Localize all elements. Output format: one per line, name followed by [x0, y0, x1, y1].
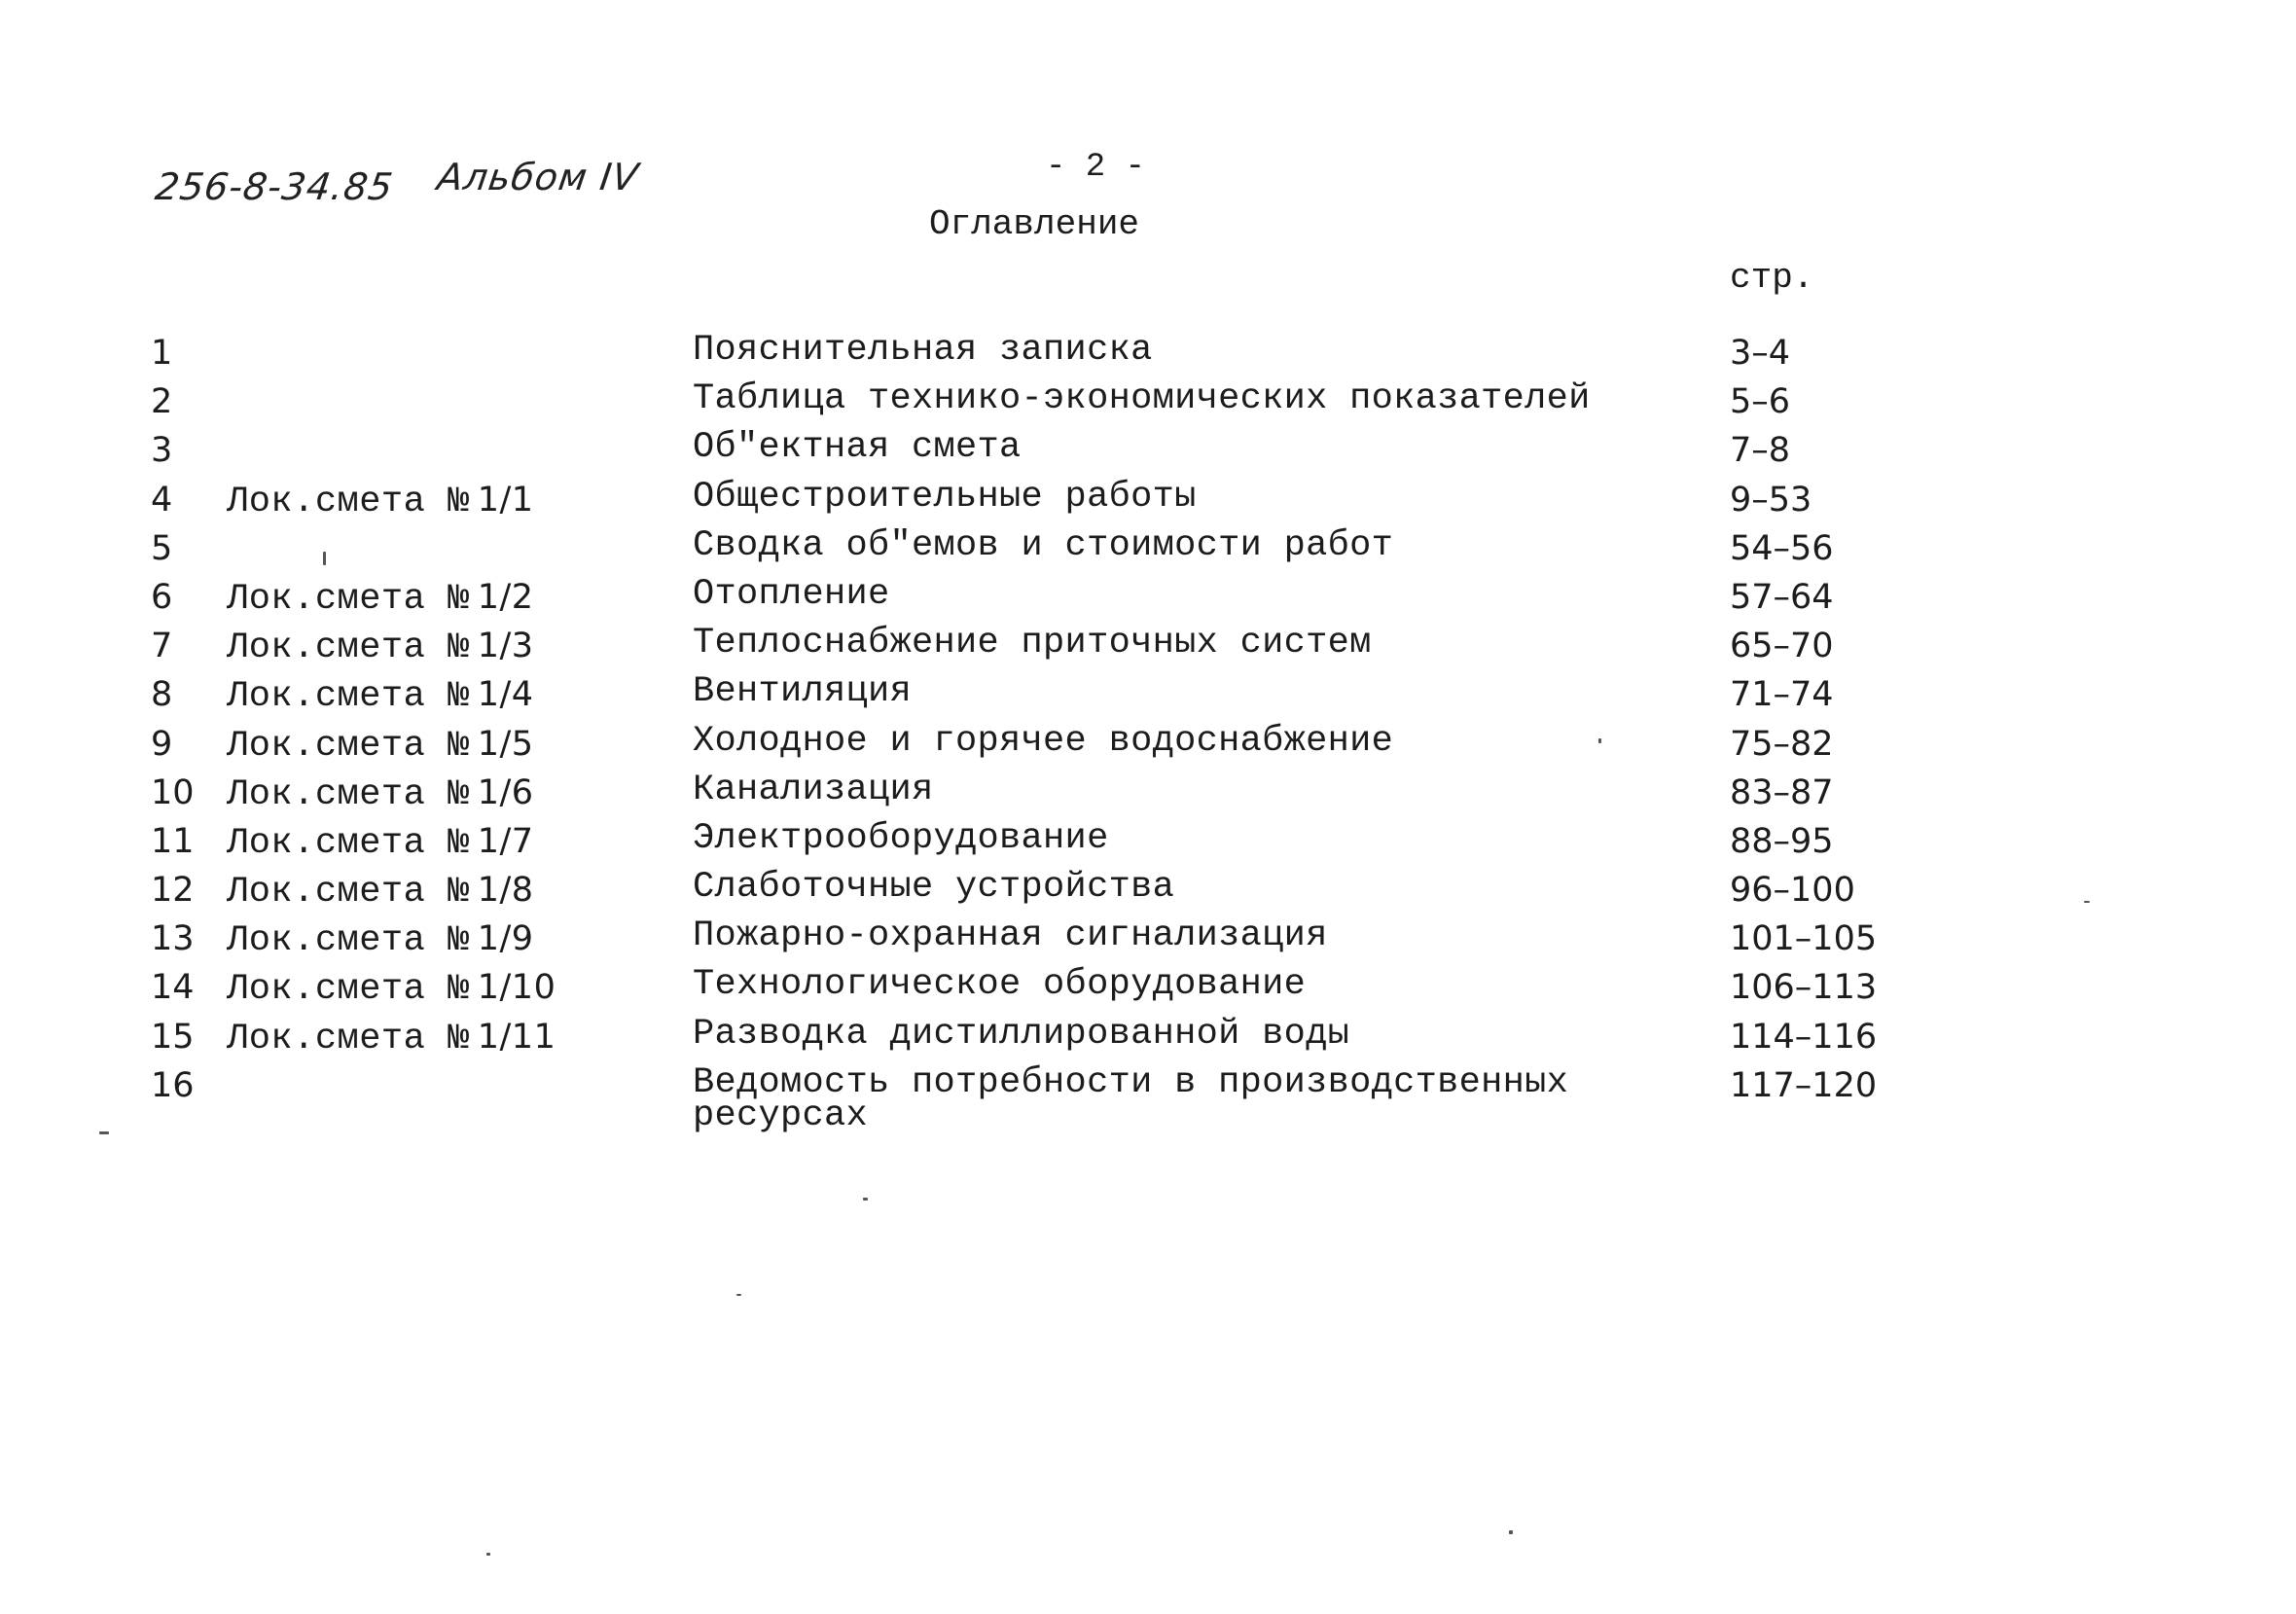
row-number: 14 — [151, 968, 195, 1008]
page-range: 96–100 — [1730, 871, 1855, 911]
row-number: 11 — [151, 821, 195, 861]
toc-row — [0, 378, 2296, 431]
estimate-number: 1/4 — [477, 675, 534, 715]
row-number: 7 — [151, 627, 173, 666]
section-title: Таблица технико-экономических показателей — [693, 378, 1591, 420]
estimate-number: 1/1 — [477, 480, 534, 520]
section-title: Слаботочные устройства — [693, 867, 1175, 909]
page-range: 71–74 — [1730, 675, 1834, 715]
page-range: 65–70 — [1730, 627, 1834, 666]
row-number: 6 — [151, 577, 173, 617]
page-range: 106–113 — [1730, 968, 1878, 1008]
scan-speck — [99, 1131, 109, 1134]
toc-row — [0, 1013, 2296, 1066]
estimate-number: 1/10 — [477, 968, 556, 1008]
row-number: 2 — [151, 382, 173, 422]
page-range: 75–82 — [1730, 724, 1834, 764]
row-number: 5 — [151, 528, 173, 568]
toc-row — [0, 330, 2296, 382]
estimate-number: 1/7 — [477, 821, 534, 861]
estimate-label: Лок.смета № — [227, 725, 470, 767]
estimate-reference — [227, 871, 534, 913]
page-range: 9–53 — [1730, 480, 1812, 520]
page-range: 57–64 — [1730, 577, 1834, 617]
toc-row — [0, 623, 2296, 675]
estimate-label: Лок.смета № — [227, 676, 470, 718]
page-title: Оглавление — [929, 204, 1140, 244]
toc-row — [0, 915, 2296, 968]
section-title-line-2: ресурсах — [693, 1094, 869, 1136]
section-title: Разводка дистиллированной воды — [693, 1013, 1350, 1055]
section-title-line-1: Ведомость потребности в производственных — [693, 1061, 1569, 1103]
estimate-label: Лок.смета № — [227, 1018, 470, 1059]
estimate-reference — [227, 578, 534, 620]
estimate-label: Лок.смета № — [227, 773, 470, 815]
scan-speck — [1598, 738, 1601, 743]
estimate-number: 1/8 — [477, 871, 534, 911]
estimate-number: 1/5 — [477, 724, 534, 764]
estimate-label: Лок.смета № — [227, 578, 470, 620]
estimate-reference — [227, 919, 534, 961]
estimate-reference — [227, 725, 534, 767]
page-range: 88–95 — [1730, 821, 1834, 861]
page-number: - 2 - — [1046, 149, 1146, 186]
row-number: 4 — [151, 480, 173, 520]
estimate-number: 1/6 — [477, 772, 534, 812]
estimate-number: 1/9 — [477, 919, 534, 959]
toc-row — [0, 573, 2296, 627]
estimate-reference — [227, 822, 534, 864]
estimate-reference — [227, 481, 534, 522]
estimate-number: 1/2 — [477, 577, 534, 617]
estimate-label: Лок.смета № — [227, 628, 470, 669]
section-title: Технологическое оборудование — [693, 964, 1307, 1006]
toc-row — [0, 427, 2296, 480]
row-number: 12 — [151, 871, 195, 911]
page-range: 3–4 — [1730, 334, 1791, 373]
page-range: 83–87 — [1730, 772, 1834, 812]
section-title: Общестроительные работы — [693, 476, 1197, 518]
toc-row — [0, 671, 2296, 724]
section-title: Вентиляция — [693, 671, 913, 713]
estimate-number: 1/3 — [477, 627, 534, 666]
row-number: 13 — [151, 919, 195, 959]
section-title: Пожарно-охранная сигнализация — [693, 915, 1328, 957]
page-range: 5–6 — [1730, 382, 1791, 422]
scan-speck — [2084, 901, 2090, 903]
section-title: Отопление — [693, 573, 890, 615]
toc-row — [0, 476, 2296, 529]
scan-speck — [736, 1294, 741, 1296]
scan-speck — [1509, 1530, 1513, 1534]
page-range: 101–105 — [1730, 919, 1878, 959]
estimate-reference — [227, 1018, 556, 1059]
row-number: 9 — [151, 724, 173, 764]
row-number: 15 — [151, 1017, 195, 1057]
album-label-handwritten: Альбом IV — [434, 156, 642, 198]
section-title: Электрооборудование — [693, 817, 1109, 859]
table-of-contents — [0, 330, 2296, 1154]
estimate-label: Лок.смета № — [227, 872, 470, 914]
section-title: Теплоснабжение приточных систем — [693, 623, 1372, 664]
row-number: 3 — [151, 431, 173, 471]
scan-speck — [863, 1198, 868, 1201]
section-title: Сводка об"емов и стоимости работ — [693, 524, 1394, 566]
estimate-label: Лок.смета № — [227, 920, 470, 962]
estimate-reference — [227, 627, 534, 668]
toc-row — [0, 817, 2296, 871]
scan-speck — [486, 1553, 490, 1556]
row-number: 8 — [151, 675, 173, 715]
toc-row — [0, 769, 2296, 822]
row-number: 16 — [151, 1065, 195, 1105]
estimate-reference — [227, 675, 534, 717]
estimate-number: 1/11 — [477, 1017, 556, 1057]
estimate-label: Лок.смета № — [227, 481, 470, 522]
estimate-label: Лок.смета № — [227, 969, 470, 1011]
section-title — [693, 1061, 1569, 1136]
row-number: 10 — [151, 772, 195, 812]
toc-row — [0, 867, 2296, 919]
estimate-reference — [227, 968, 556, 1010]
page-range: 54–56 — [1730, 528, 1834, 568]
toc-row — [0, 1061, 2296, 1154]
estimate-reference — [227, 773, 534, 815]
estimate-label: Лок.смета № — [227, 822, 470, 864]
scan-speck — [323, 552, 326, 565]
section-title: Пояснительная записка — [693, 330, 1153, 371]
doc-code-handwritten: 256-8-34.85 — [152, 165, 397, 208]
page-range: 117–120 — [1730, 1065, 1878, 1105]
section-title: Об"ектная смета — [693, 427, 1022, 469]
page-range: 7–8 — [1730, 431, 1791, 471]
pages-column-header: стр. — [1730, 258, 1814, 298]
toc-row — [0, 720, 2296, 773]
section-title: Канализация — [693, 769, 934, 810]
toc-row — [0, 524, 2296, 578]
page-range: 114–116 — [1730, 1017, 1878, 1057]
section-title: Холодное и горячее водоснабжение — [693, 720, 1394, 762]
toc-row — [0, 964, 2296, 1017]
row-number: 1 — [151, 334, 173, 373]
